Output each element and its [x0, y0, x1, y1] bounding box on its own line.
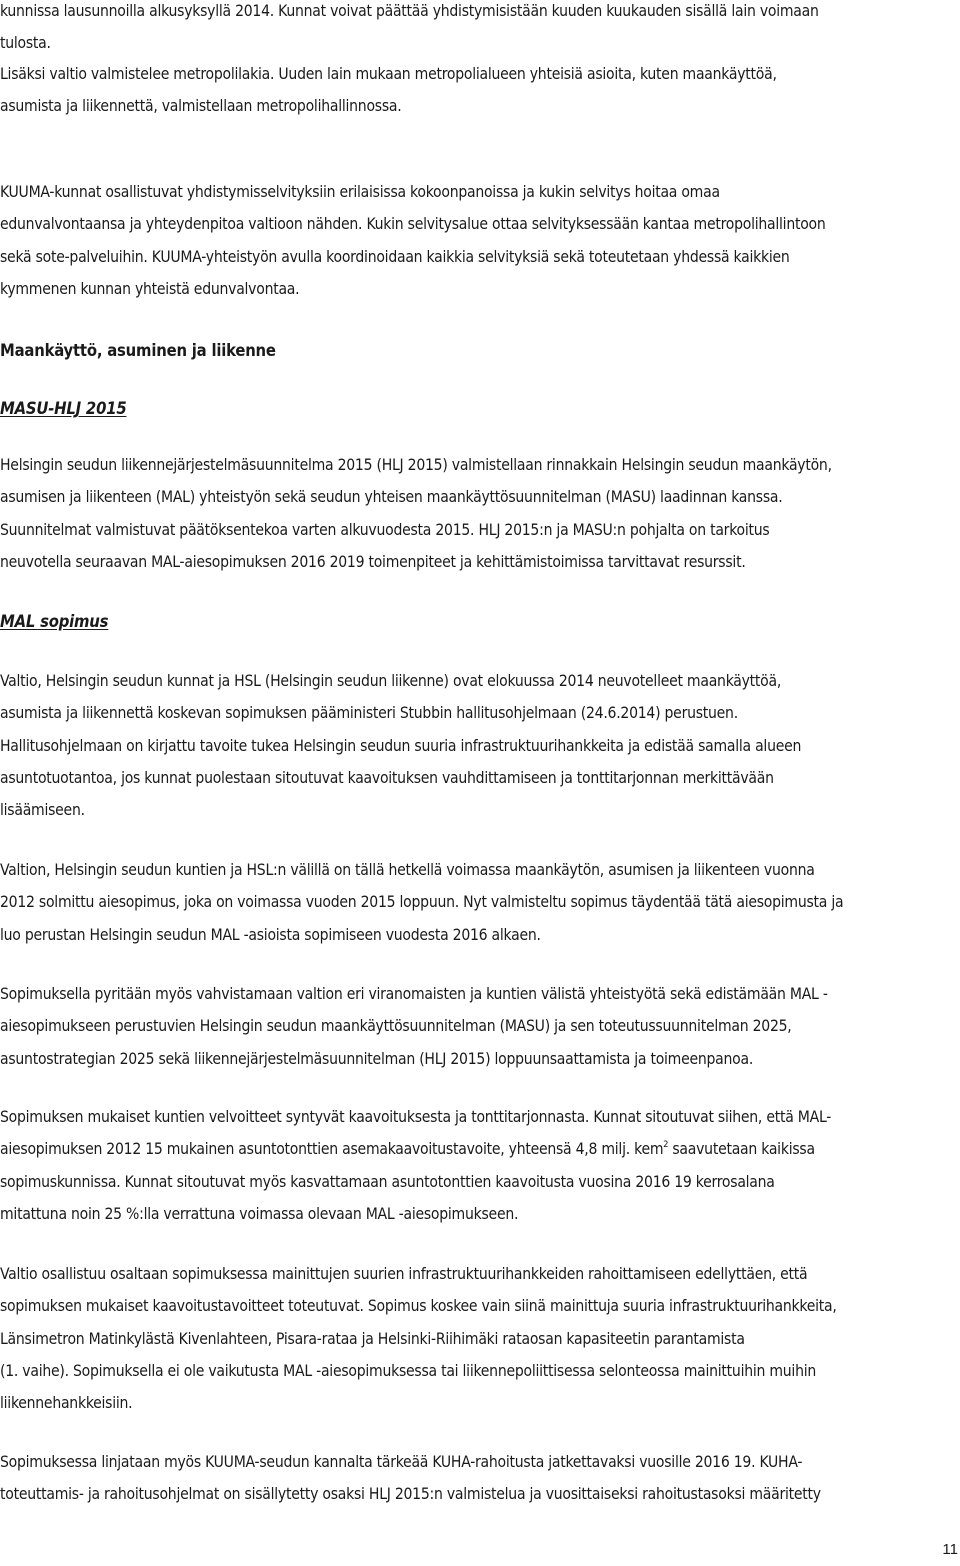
paragraph-mal-agreement — [0, 665, 801, 826]
text-line: Sopimuksella pyritään myös vahvistamaan valtion eri viranomaisten ja kuntien välistä yhteistyötä sekä edistämään MAL - — [0, 985, 828, 1003]
paragraph-merger-law — [0, 0, 819, 60]
section-heading: Maankäyttö, asuminen ja liikenne — [0, 341, 276, 360]
text-line-with-superscript — [0, 1133, 831, 1165]
text-line: sekä sote-palveluihin. KUUMA-yhteistyön avulla koordinoidaan kaikkia selvityksiä sekä toteutetaan yhdessä kaikkien — [0, 247, 790, 266]
paragraph-cooperation-goals — [0, 978, 828, 1075]
text-line: kunnissa lausunnoilla alkusyksyllä 2014. Kunnat voivat päättää yhdistymisistään kuuden kuukauden sisällä lain voimaan — [0, 2, 819, 20]
text-line: mitattuna noin 25 %:lla verrattuna voimassa olevaan MAL -aiesopimukseen. — [0, 1204, 519, 1223]
paragraph-municipal-obligations — [0, 1101, 831, 1230]
text-line: Valtio osallistuu osaltaan sopimuksessa mainittujen suurien infrastruktuurihankkeiden rahoittamiseen edellyttäen, että — [0, 1265, 808, 1283]
text-line: asumisen ja liikenteen (MAL) yhteistyön sekä seudun yhteisen maankäyttösuunnitelman (MASU) laadinnan kanssa. — [0, 488, 783, 507]
text-line: Helsingin seudun liikennejärjestelmäsuunnitelma 2015 (HLJ 2015) valmistellaan rinnakkain Helsingin seudun maankäytön, — [0, 456, 832, 474]
text-fragment: aiesopimuksen 2012 15 mukainen asuntotonttien asemakaavoitustavoite, yhteensä 4,8 milj. kem — [0, 1140, 664, 1159]
text-line: Sopimuksen mukaiset kuntien velvoitteet syntyvät kaavoituksesta ja tonttitarjonnasta. Kunnat sitoutuvat siihen, että MAL- — [0, 1108, 832, 1126]
text-line: Lisäksi valtio valmistelee metropolilakia. Uuden lain mukaan metropolialueen yhteisiä asioita, kuten maankäyttöä, — [0, 65, 777, 83]
text-line: lisäämiseen. — [0, 801, 85, 820]
text-line: Suunnitelmat valmistuvat päätöksentekoa varten alkuvuodesta 2015. HLJ 2015:n ja MASU:n pohjalta on tarkoitus — [0, 520, 770, 539]
text-line: Sopimuksessa linjataan myös KUUMA-seudun kannalta tärkeää KUHA-rahoitusta jatkettavaksi vuosille 2016 19. KUHA- — [0, 1453, 803, 1471]
text-line: Hallitusohjelmaan on kirjattu tavoite tukea Helsingin seudun suuria infrastruktuurihankkeita ja edistää samalla alueen — [0, 736, 802, 755]
text-line: Valtio, Helsingin seudun kunnat ja HSL (Helsingin seudun liikenne) ovat elokuussa 2014 neuvotelleet maankäyttöä, — [0, 672, 782, 690]
text-line: neuvotella seuraavan MAL-aiesopimuksen 2016 2019 toimenpiteet ja kehittämistoimissa tarvittavat resurssit. — [0, 552, 746, 571]
text-line: aiesopimukseen perustuvien Helsingin seudun maankäyttösuunnitelman (MASU) ja sen toteutussuunnitelman 2025, — [0, 1017, 792, 1036]
paragraph-state-funding — [0, 1258, 837, 1419]
text-line: asuntostrategian 2025 sekä liikennejärjestelmäsuunnitelman (HLJ 2015) loppuunsaattamista ja toimeenpanoa. — [0, 1049, 754, 1068]
text-line: asuntotuotantoa, jos kunnat puolestaan sitoutuvat kaavoituksen vauhdittamiseen ja tonttitarjonnan merkittävään — [0, 768, 774, 787]
text-line: sopimuskunnissa. Kunnat sitoutuvat myös kasvattamaan asuntotonttien kaavoitusta vuosina 2016 19 kerrosalana — [0, 1172, 775, 1191]
text-line: edunvalvontaansa ja yhteydenpitoa valtioon nähden. Kukin selvitysalue ottaa selvityksessään kantaa metropolihallintoon — [0, 215, 826, 234]
text-line: asumista ja liikennettä, valmistellaan metropolihallinnossa. — [0, 97, 402, 116]
text-line: luo perustan Helsingin seudun MAL -asioista sopimiseen vuodesta 2016 alkaen. — [0, 925, 541, 944]
paragraph-metropolitan-law — [0, 58, 777, 123]
text-line: toteuttamis- ja rahoitusohjelmat on sisällytetty osaksi HLJ 2015:n valmistelua ja vuosittaiseksi rahoitustasoksi määritetty — [0, 1485, 821, 1504]
text-line: kymmenen kunnan yhteistä edunvalvontaa. — [0, 279, 300, 298]
text-line: tulosta. — [0, 34, 51, 53]
superscript: 2 — [663, 1140, 669, 1151]
page-number: 11 — [942, 1541, 958, 1558]
paragraph-kuuma-studies — [0, 176, 826, 305]
subsection-heading-mal: MAL sopimus — [0, 612, 109, 631]
text-line: Valtion, Helsingin seudun kuntien ja HSL:n välillä on tällä hetkellä voimassa maankäytön, asumisen ja liikenteen vuonna — [0, 861, 815, 879]
paragraph-kuha-funding — [0, 1446, 821, 1511]
text-line: Länsimetron Matinkylästä Kivenlahteen, Pisara-rataa ja Helsinki-Riihimäki rataosan kapasiteetin parantamista — [0, 1329, 745, 1348]
text-line: sopimuksen mukaiset kaavoitustavoitteet toteutuvat. Sopimus koskee vain siinä mainittuja suuria infrastruktuurihankkeita, — [0, 1297, 837, 1316]
paragraph-hlj-2015 — [0, 449, 832, 578]
text-line: (1. vaihe). Sopimuksella ei ole vaikutusta MAL -aiesopimuksessa tai liikennepoliittisessa selonteossa mainittuihin muihin — [0, 1361, 817, 1380]
text-line: 2012 solmittu aiesopimus, joka on voimassa vuoden 2015 loppuun. Nyt valmisteltu sopimus täydentää tätä aiesopimusta ja — [0, 893, 844, 912]
subsection-heading-masu-hlj: MASU-HLJ 2015 — [0, 399, 127, 418]
text-line: asumista ja liikennettä koskevan sopimuksen pääministeri Stubbin hallitusohjelmaan (24.6.2014) perustuen. — [0, 704, 738, 723]
text-line: KUUMA-kunnat osallistuvat yhdistymisselvityksiin erilaisissa kokoonpanoissa ja kukin selvitys hoitaa omaa — [0, 183, 720, 201]
text-fragment: saavutetaan kaikissa — [668, 1140, 815, 1159]
paragraph-current-agreement — [0, 854, 843, 951]
text-line: liikennehankkeisiin. — [0, 1394, 133, 1413]
